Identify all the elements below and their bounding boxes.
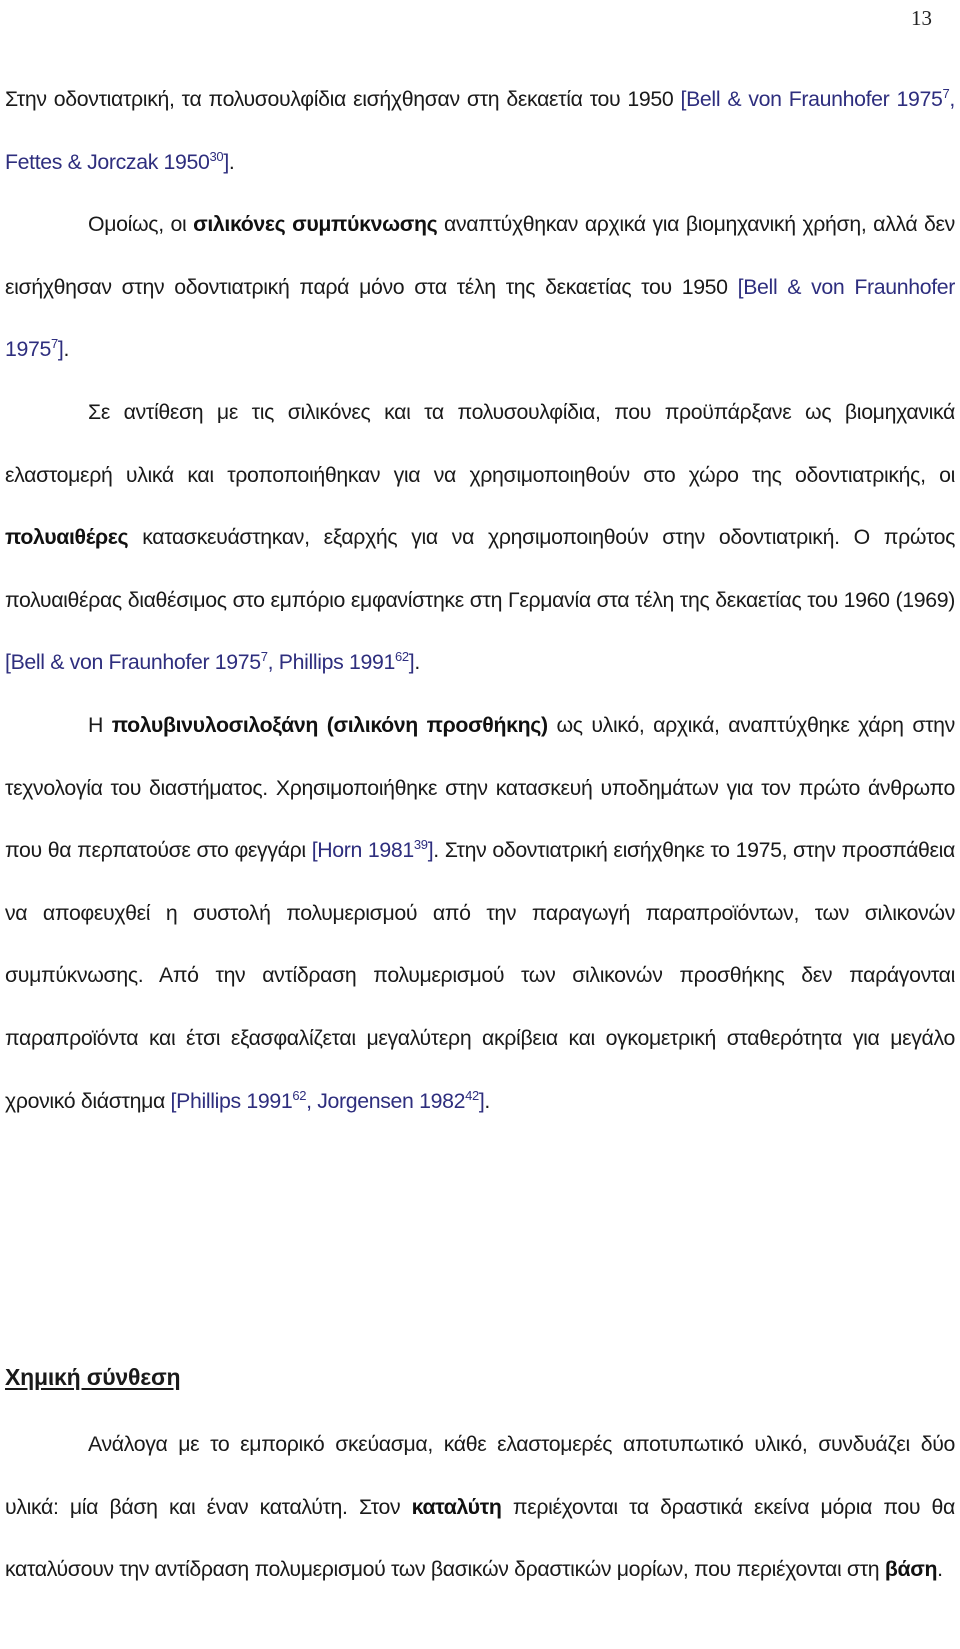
paragraph-polyethers xyxy=(5,381,955,694)
text: Η xyxy=(88,712,112,737)
paragraph-addition-silicones xyxy=(5,694,955,1132)
citation xyxy=(312,838,434,862)
page-number: 13 xyxy=(911,6,932,30)
citation xyxy=(5,650,414,674)
text: . xyxy=(414,650,420,675)
bold-term: σιλικόνες συμπύκνωσης xyxy=(193,212,438,237)
citation-text: ] xyxy=(408,650,415,675)
citation-text: [Horn 1981 xyxy=(311,838,414,863)
citation xyxy=(171,1089,485,1113)
text: . xyxy=(484,1088,490,1113)
citation-text: , Fettes & Jorczak 1950 xyxy=(5,87,955,174)
bold-term: βάση xyxy=(884,1557,938,1582)
section-heading: Χημική σύνθεση xyxy=(5,1364,181,1390)
text: . xyxy=(228,149,235,174)
citation-number: 30 xyxy=(209,148,224,164)
text: Στην οδοντιατρική, τα πολυσουλφίδια εισήχθησαν στη δεκαετία του 1950 xyxy=(5,87,681,111)
citation-number: 7 xyxy=(260,649,268,665)
citation-text: [Phillips 1991 xyxy=(170,1088,293,1113)
citation-number: 42 xyxy=(465,1087,479,1103)
citation-number: 7 xyxy=(50,336,58,352)
paragraph-chemical-composition xyxy=(5,1413,955,1601)
citation-text: , Phillips 1991 xyxy=(267,650,395,675)
citation-text: , Jorgensen 1982 xyxy=(306,1088,466,1113)
citation-text: [Bell & von Fraunhofer 1975 xyxy=(5,274,956,362)
citation-text: ] xyxy=(427,838,434,863)
citation-number: 62 xyxy=(395,649,409,665)
body-text xyxy=(5,68,955,1132)
citation-text: [Bell & von Fraunhofer 1975 xyxy=(5,650,261,675)
paragraph-polysulfides xyxy=(5,68,955,193)
paragraph-condensation-silicones xyxy=(5,193,955,381)
text: . xyxy=(63,337,70,362)
text: Ομοίως, οι xyxy=(88,212,194,237)
text: ως υλικό, αρχικά, αναπτύχθηκε χάρη στην τεχνολογία του διαστήματος. Χρησιμοποιήθηκε στην κατασκευή υποδημάτων για τον πρώτο άνθρωπο που θα περπατούσε στο φεγγάρι xyxy=(5,712,955,863)
text: Ανάλογα με το εμπορικό σκεύασμα, κάθε ελαστομερές αποτυπωτικό υλικό, συνδυάζει δύο υλικά: μία βάση και έναν καταλύτη. Στον xyxy=(5,1432,955,1519)
citation-number: 39 xyxy=(413,837,428,853)
citation-text: [Bell & von Fraunhofer 1975 xyxy=(680,87,943,111)
text: περιέχονται τα δραστικά εκείνα μόρια που θα καταλύσουν την αντίδραση πολυμερισμού των βασικών δραστικών μορίων, που περιέχονται στη xyxy=(5,1494,955,1582)
bold-term: πολυαιθέρες xyxy=(5,525,129,550)
text: κατασκευάστηκαν, εξαρχής για να χρησιμοποιηθούν στην οδοντιατρική. Ο πρώτος πολυαιθέρας διαθέσιμος στο εμπόριο εμφανίστηκε στη Γερμανία στα τέλη της δεκαετίας του 1960 (1969) xyxy=(5,525,955,612)
text: Σε αντίθεση με τις σιλικόνες και τα πολυσουλφίδια, που προϋπάρξανε ως βιομηχανικά ελαστομερή υλικά και τροποποιήθηκαν για να χρησιμοποιηθούν στο χώρο της οδοντιατρικής, οι xyxy=(5,399,955,487)
citation-number: 7 xyxy=(942,86,950,101)
citation-text: ] xyxy=(478,1088,485,1113)
text: . Στην οδοντιατρική εισήχθηκε το 1975, στην προσπάθεια να αποφευχθεί η συστολή πολυμερισμού από την παραγωγή παραπροϊόντων, των σιλικονών συμπύκνωσης. Από την αντίδραση πολυμερισμού των σιλικονών προσθήκης δεν παράγονται παραπροϊόντα και έτσι εξασφαλίζεται μεγαλύτερη ακρίβεια και ογκομετρική σταθερότητα για μεγάλο χρονικό διάστημα xyxy=(5,838,956,1113)
text: . xyxy=(937,1557,943,1582)
citation-text: ] xyxy=(223,149,229,174)
body-text-section xyxy=(5,1413,955,1601)
bold-term: πολυβινυλοσιλοξάνη (σιλικόνη προσθήκης) xyxy=(111,712,548,737)
text: αναπτύχθηκαν αρχικά για βιομηχανική χρήση, αλλά δεν εισήχθησαν στην οδοντιατρική παρά μόνο στα τέλη της δεκαετίας του 1950 xyxy=(5,212,955,299)
bold-term: καταλύτη xyxy=(411,1494,502,1519)
citation-number: 62 xyxy=(292,1087,307,1103)
citation-text: ] xyxy=(57,337,64,362)
